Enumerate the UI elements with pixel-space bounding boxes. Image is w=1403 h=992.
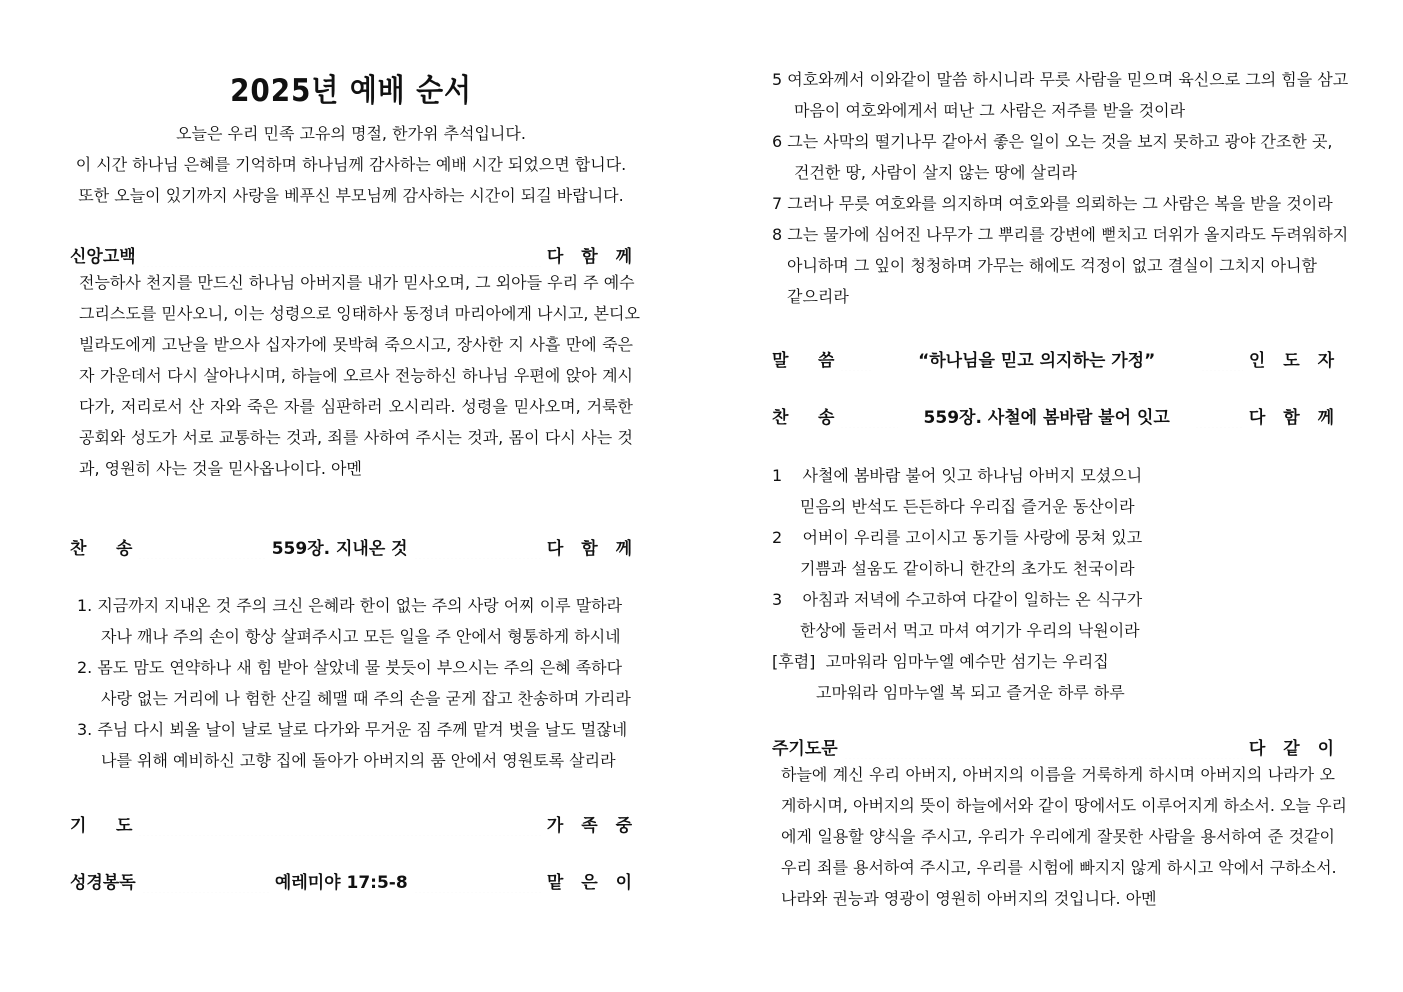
verse-line: 6 그는 사막의 떨기나무 같아서 좋은 일이 오는 것을 보지 못하고 광야 간조한 곳, [772,132,1333,151]
verse-line: 7 그러나 무릇 여호와를 의지하며 여호와를 의뢰하는 그 사람은 복을 받을 것이라 [772,194,1333,213]
creed-line: 공회와 성도가 서로 교통하는 것과, 죄를 사하여 주시는 것과, 몸이 다시 사는 것 [79,428,633,447]
prayer-leader: 가 족 중 [546,815,638,836]
lordsprayer-text [781,759,1347,914]
leader-dots [844,733,1243,759]
lordsprayer-leader: 다 같 이 [1248,738,1340,759]
creed-line: 그리스도를 믿사오니, 이는 성령으로 잉태하사 동정녀 마리아에게 나시고, 본디오 [79,304,640,323]
hymn2-leader: 다 함 께 [1248,407,1340,428]
leader-dots [142,241,541,267]
intro-text [70,118,632,211]
reading-label: 성경봉독 [70,872,136,893]
creed-leader: 다 함 께 [546,246,638,267]
hymn1-line: 2. 몸도 맘도 연약하나 새 힘 받아 살았네 물 붓듯이 부으시는 주의 은혜 족하다 [77,658,623,677]
creed-line: 전능하사 천지를 만드신 하나님 아버지를 내가 믿사오며, 그 외아들 우리 주 예수 [79,273,635,292]
hymn2-header [772,402,1340,428]
hymn2-line: 1 사철에 봄바람 불어 잇고 하나님 아버지 모셨으니 [772,466,1143,485]
leader-dots [142,867,269,893]
intro-line: 또한 오늘이 있기까지 사랑을 베푸신 부모님께 감사하는 시간이 되길 바랍니다. [78,186,624,205]
leader-dots [414,867,541,893]
leader-dots [840,402,898,428]
hymn1-line: 1. 지금까지 지내온 것 주의 크신 은혜라 한이 없는 주의 사랑 어찌 이루 말하라 [77,596,623,615]
hymn1-line: 나를 위해 예비하신 고향 집에 돌아가 아버지의 품 안에서 영원토록 살리라 [101,751,616,770]
hymn2-refrain: [후렴] 고마워라 임마누엘 예수만 섬기는 우리집 [772,652,1109,671]
sermon-leader: 인 도 자 [1248,350,1340,371]
reading-leader: 맡 은 이 [546,872,638,893]
sermon-header [772,345,1340,371]
verse-line: 5 여호와께서 이와같이 말씀 하시니라 무릇 사람을 믿으며 육신으로 그의 힘을 삼고 [772,70,1349,89]
hymn1-label: 찬 송 [70,538,133,559]
intro-line: 오늘은 우리 민족 고유의 명절, 한가위 추석입니다. [176,124,526,143]
hymn2-refrain: 고마워라 임마누엘 복 되고 즐거운 하루 하루 [816,683,1125,702]
hymn2-line: 기쁨과 설움도 같이하니 한간의 초가도 천국이라 [800,559,1135,578]
verse-line: 8 그는 물가에 심어진 나무가 그 뿌리를 강변에 뻗치고 더위가 올지라도 두려워하지 [772,225,1349,244]
leader-dots [138,810,540,836]
hymn2-line: 2 어버이 우리를 고이시고 동기들 사랑에 뭉쳐 있고 [772,528,1143,547]
lordsprayer-line: 게하시며, 아버지의 뜻이 하늘에서와 같이 땅에서도 이루어지게 하소서. 오늘 우리 [781,796,1347,815]
leader-dots [1195,402,1243,428]
hymn1-header [70,533,638,559]
sermon-title: “하나님을 믿고 의지하는 가정” [918,350,1156,371]
hymn2-line: 믿음의 반석도 든든하다 우리집 즐거운 동산이라 [800,497,1135,516]
verse-line: 마음이 여호와에게서 떠난 그 사람은 저주를 받을 것이라 [794,101,1186,120]
prayer-header [70,810,638,836]
hymn2-title: 559장. 사철에 봄바람 불어 잇고 [923,407,1170,428]
creed-text [79,267,640,484]
creed-line: 자 가운데서 다시 살아나시며, 하늘에 오르사 전능하신 하나님 우편에 앉아 계시 [79,366,633,385]
leader-dots [138,533,265,559]
verse-line: 같으리라 [787,287,849,306]
creed-line: 다가, 저리로서 산 자와 죽은 자를 심판하러 오시리라. 성령을 믿사오며, 거룩한 [79,397,633,416]
leader-dots [840,345,872,371]
lordsprayer-header [772,733,1340,759]
hymn1-lyrics [70,590,632,776]
creed-line: 빌라도에게 고난을 받으사 십자가에 못박혀 죽으시고, 장사한 지 사흘 만에 죽은 [79,335,633,354]
creed-header [70,241,638,267]
hymn1-line: 3. 주님 다시 뵈올 날이 날로 날로 다가와 무거운 짐 주께 맡겨 벗을 날도 멀잖네 [77,720,628,739]
reading-header [70,867,638,893]
scripture-text [772,64,1349,312]
verse-line: 아니하며 그 잎이 청청하며 가무는 해에도 걱정이 없고 결실이 그치지 아니함 [787,256,1317,275]
hymn2-label: 찬 송 [772,407,835,428]
intro-line: 이 시간 하나님 은혜를 기억하며 하나님께 감사하는 예배 시간 되었으면 합니다. [75,155,627,174]
leader-dots [1201,345,1243,371]
lordsprayer-line: 에게 일용할 양식을 주시고, 우리가 우리에게 잘못한 사람을 용서하여 준 것같이 [781,827,1335,846]
hymn2-line: 한상에 둘러서 먹고 마셔 여기가 우리의 낙원이라 [800,621,1140,640]
creed-label: 신앙고백 [70,246,136,267]
hymn1-line: 자나 깨나 주의 손이 항상 살펴주시고 모든 일을 주 안에서 형통하게 하시네 [101,627,621,646]
page-title: 2025년 예배 순서 [230,73,472,109]
hymn2-lyrics [772,460,1334,708]
prayer-label: 기 도 [70,815,133,836]
sermon-label: 말 씀 [772,350,835,371]
hymn1-title: 559장. 지내온 것 [271,538,408,559]
leader-dots [414,533,541,559]
hymn1-line: 사랑 없는 거리에 나 험한 산길 헤맬 때 주의 손을 굳게 잡고 찬송하며 가리라 [101,689,631,708]
lordsprayer-line: 우리 죄를 용서하여 주시고, 우리를 시험에 빠지지 않게 하시고 악에서 구하소서. [781,858,1337,877]
hymn1-leader: 다 함 께 [546,538,638,559]
reading-passage: 예레미야 17:5-8 [274,872,408,893]
lordsprayer-label: 주기도문 [772,738,838,759]
lordsprayer-line: 나라와 권능과 영광이 영원히 아버지의 것입니다. 아멘 [781,889,1157,908]
verse-line: 건건한 땅, 사람이 살지 않는 땅에 살리라 [794,163,1077,182]
creed-line: 과, 영원히 사는 것을 믿사옵나이다. 아멘 [79,459,362,478]
hymn2-line: 3 아침과 저녁에 수고하여 다같이 일하는 온 식구가 [772,590,1143,609]
lordsprayer-line: 하늘에 계신 우리 아버지, 아버지의 이름을 거룩하게 하시며 아버지의 나라가 오 [781,765,1335,784]
